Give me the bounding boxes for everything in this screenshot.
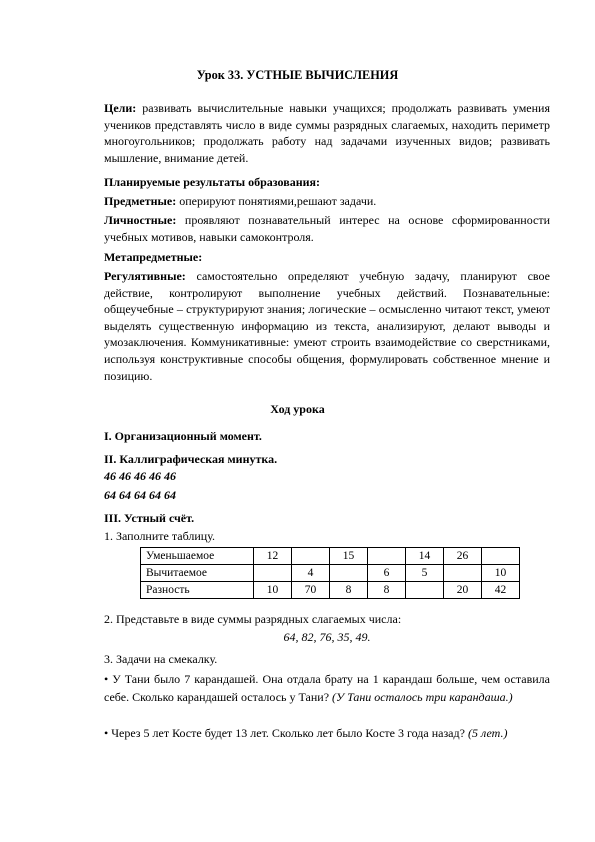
subject-paragraph bbox=[104, 193, 550, 210]
table-cell: 14 bbox=[406, 548, 444, 565]
section-mental-math: III. Устный счёт. bbox=[104, 511, 195, 525]
goals-paragraph bbox=[104, 100, 550, 166]
regulatory-label: Регулятивные: bbox=[104, 269, 186, 283]
lesson-progress-heading: Ход урока bbox=[270, 402, 325, 416]
goals-text: развивать вычислительные навыки учащихся; продолжать развивать умения учеников представлять число в виде суммы разрядных слагаемых, находить периметр многоугольников; продолжать работу над задачами изученных видов; развивать мышление, внимание детей. bbox=[104, 101, 550, 165]
table-row-label: Уменьшаемое bbox=[141, 548, 254, 565]
table-cell: 4 bbox=[292, 565, 330, 582]
table-cell: 70 bbox=[292, 582, 330, 599]
table-row bbox=[141, 582, 520, 599]
table-cell bbox=[254, 565, 292, 582]
table-cell bbox=[368, 548, 406, 565]
table-cell: 10 bbox=[482, 565, 520, 582]
subject-text: оперируют понятиями,решают задачи. bbox=[176, 194, 377, 208]
problem-1 bbox=[104, 670, 550, 706]
subject-label: Предметные: bbox=[104, 194, 177, 208]
personal-text: проявляют познавательный интерес на основе сформированности учебных мотивов, навыки самоконтроля. bbox=[104, 213, 550, 244]
problem-1-answer: (У Тани осталось три карандаша.) bbox=[332, 690, 513, 704]
calligraphy-line-1: 46 46 46 46 46 bbox=[104, 469, 176, 483]
lesson-title: Урок 33. УСТНЫЕ ВЫЧИСЛЕНИЯ bbox=[196, 68, 399, 82]
problem-1-text: • У Тани было 7 карандашей. Она отдала брату на 1 карандаш больше, чем оставила себе. Сколько карандашей осталось у Тани? bbox=[104, 672, 550, 704]
table-row bbox=[141, 565, 520, 582]
table-cell bbox=[406, 582, 444, 599]
subtraction-table bbox=[140, 547, 520, 599]
section-org-moment: I. Организационный момент. bbox=[104, 429, 262, 443]
calligraphy-line-2: 64 64 64 64 64 bbox=[104, 488, 176, 502]
table-cell: 5 bbox=[406, 565, 444, 582]
problem-2-answer: (5 лет.) bbox=[467, 726, 508, 740]
table-cell: 10 bbox=[254, 582, 292, 599]
problem-2-text: • Через 5 лет Косте будет 13 лет. Сколько лет было Косте 3 года назад? bbox=[104, 726, 468, 740]
goals-label: Цели: bbox=[104, 101, 137, 115]
table-cell: 42 bbox=[482, 582, 520, 599]
task-2: 2. Представьте в виде суммы разрядных слагаемых числа: bbox=[104, 612, 402, 626]
problem-2 bbox=[104, 724, 550, 742]
table-cell bbox=[482, 548, 520, 565]
table-cell bbox=[330, 565, 368, 582]
table-cell bbox=[444, 565, 482, 582]
table-row-label: Вычитаемое bbox=[141, 565, 254, 582]
planned-results-heading: Планируемые результаты образования: bbox=[104, 175, 321, 189]
task-3: 3. Задачи на смекалку. bbox=[104, 652, 218, 666]
table-cell: 26 bbox=[444, 548, 482, 565]
meta-heading: Метапредметные: bbox=[104, 250, 203, 264]
table-cell: 8 bbox=[368, 582, 406, 599]
task-1: 1. Заполните таблицу. bbox=[104, 529, 215, 543]
table-cell bbox=[292, 548, 330, 565]
personal-paragraph bbox=[104, 212, 550, 245]
regulatory-text: самостоятельно определяют учебную задачу, планируют свое действие, контролируют выполнение учебных действий. Познавательные: общеучебные – структурируют знания; логические – осмысленно читают текст, умеют выделять существенную информацию из текста, анализируют, делают выводы и умозаключения. Коммуникативные: умеют строить взаимодействие со сверстниками, используя конструктивные способы общения, формулировать собственное мнение и позицию. bbox=[104, 269, 550, 383]
table-cell: 12 bbox=[254, 548, 292, 565]
personal-label: Личностные: bbox=[104, 213, 177, 227]
regulatory-paragraph bbox=[104, 268, 550, 384]
task-2-numbers: 64, 82, 76, 35, 49. bbox=[283, 630, 371, 644]
table-cell: 6 bbox=[368, 565, 406, 582]
table-cell: 15 bbox=[330, 548, 368, 565]
table-row bbox=[141, 548, 520, 565]
table-cell: 8 bbox=[330, 582, 368, 599]
table-row-label: Разность bbox=[141, 582, 254, 599]
table-cell: 20 bbox=[444, 582, 482, 599]
section-calligraphy: II. Каллиграфическая минутка. bbox=[104, 452, 278, 466]
